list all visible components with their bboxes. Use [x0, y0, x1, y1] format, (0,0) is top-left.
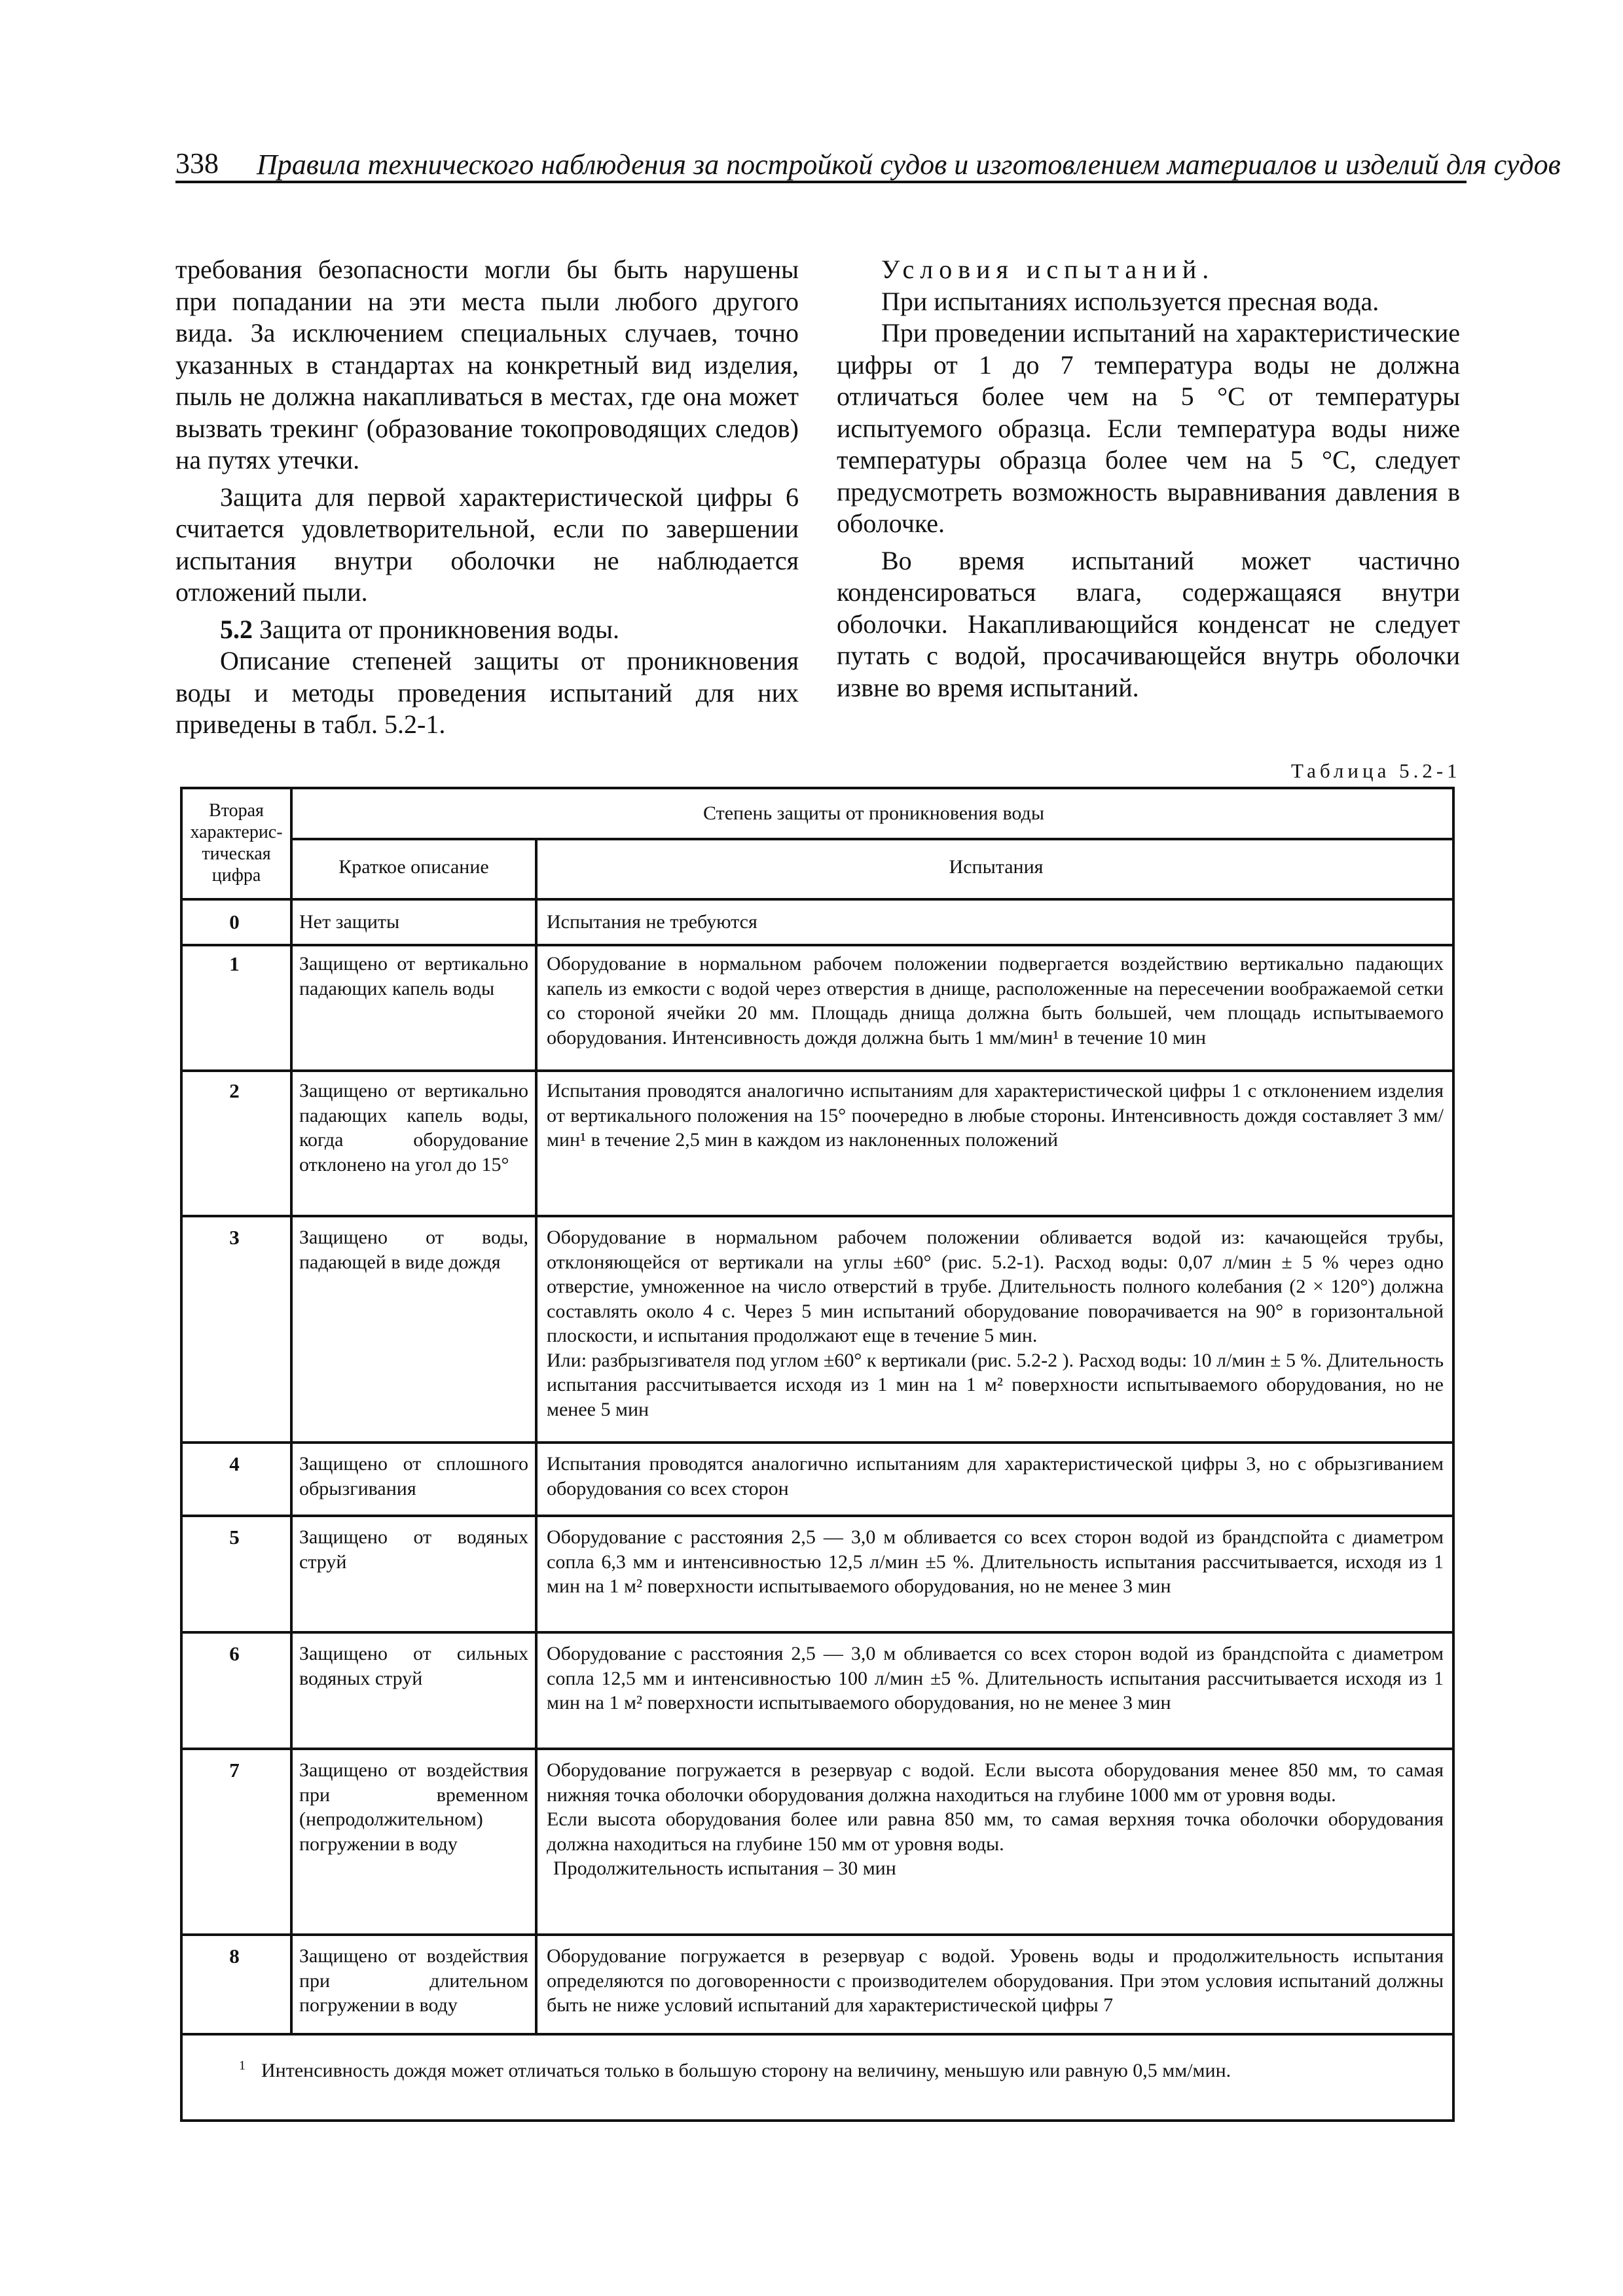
- page-number: 338: [175, 147, 219, 179]
- left-column: [175, 254, 799, 741]
- row-7-test-duration: Продолжительность испытания – 30 мин: [553, 1857, 896, 1879]
- protection-table: [180, 787, 1455, 2122]
- row-8-test: Оборудование погружается в резервуар с водой. Уровень воды и продолжительность испытания определяются по договоренности с производителем оборудования. При этом условия испытаний должны быть не ниже условий испытаний для характеристической цифры 7: [547, 1945, 1444, 2016]
- row-1-short: Защищено от вертикально падающих капель воды: [299, 953, 528, 999]
- row-3-short: Защищено от воды, падающей в виде дождя: [299, 1227, 528, 1273]
- row-1-test: Оборудование в нормальном рабочем положении подвергается воздействию вертикально падающих капель из емкости с водой через отверстия в днище, расположенные на пересечении воображаемой сетки со стороной ячейки 20 мм. Площадь днища должна быть большей, чем площадь испытываемого оборудования. Интенсивность дождя должна быть 1 мм/мин¹ в течение 10 мин: [547, 953, 1444, 1049]
- row-7-test-alt: Если высота оборудования более или равна 850 мм, то самая верхняя точка оболочки оборудования должна находиться на глубине 150 мм от уровня воды.: [547, 1808, 1444, 1855]
- row-0-digit: 0: [229, 910, 240, 933]
- short-description-header: Краткое описание: [338, 856, 489, 878]
- footnote-text: Интенсивность дождя может отличаться только в большую сторону на величину, меньшую или равную 0,5 мм/мин.: [261, 2060, 1231, 2081]
- right-column: [837, 254, 1460, 704]
- row-5-test: Оборудование с расстояния 2,5 — 3,0 м обливается со всех сторон водой из брандспойта с диаметром сопла 6,3 мм и интенсивностью 12,5 л/мин ±5 %. Длительность испытания рассчитывается, исходя из 1 мин на 1 м² поверхности испытываемого оборудования, но не менее 3 мин: [547, 1526, 1444, 1597]
- row-3-test-alt: Или: разбрызгивателя под углом ±60° к вертикали (рис. 5.2-2 ). Расход воды: 10 л/мин ± 5 %. Длительность испытания рассчитывается исходя из 1 мин на 1 м² поверхности испытываемого оборудования, но не менее 5 мин: [547, 1349, 1444, 1420]
- section-title: Защита от проникновения воды.: [259, 614, 620, 644]
- row-6-test: Оборудование с расстояния 2,5 — 3,0 м обливается со всех сторон водой из брандспойта с диаметром сопла 12,5 мм и интенсивностью 100 л/мин ±5 %. Длительность испытания рассчитывается исходя из 1 мин на 1 м² поверхности испытываемого оборудования, но не менее 3 мин: [547, 1643, 1444, 1713]
- table-footnote: [239, 2054, 1417, 2083]
- row-7-digit: 7: [229, 1759, 240, 1782]
- row-6-digit: 6: [229, 1642, 240, 1665]
- row-7-test-main: Оборудование погружается в резервуар с водой. Если высота оборудования менее 850 мм, то самая нижняя точка оболочки оборудования должна находиться на глубине 1000 мм от уровня воды.: [547, 1759, 1444, 1806]
- row-0-short: Нет защиты: [299, 911, 400, 933]
- running-title: Правила технического наблюдения за постройкой судов и изготовлением материалов и изделий для судов: [257, 149, 1561, 181]
- row-4-test: Испытания проводятся аналогично испытаниям для характеристической цифры 3, но с обрызгиванием оборудования со всех сторон: [547, 1453, 1444, 1499]
- row-5-digit: 5: [229, 1526, 240, 1549]
- row-7-test: [547, 1758, 1444, 1881]
- row-7-short: Защищено от воздействия при временном (непродолжительном) погружении в воду: [299, 1759, 528, 1855]
- table-caption: Таблица 5.2-1: [1291, 759, 1461, 782]
- left-paragraph-1: требования безопасности могли бы быть нарушены при попадании на эти места пыли любого другого вида. За исключением специальных случаев, точно указанных в стандартах на конкретный вид изделия, пыль не должна накапливаться в местах, где она может вызвать трекинг (образование токопроводящих следов) на путях утечки.: [175, 255, 799, 475]
- right-paragraph-3: Во время испытаний может частично конденсироваться влага, содержащаяся внутри оболочки. Накапливающийся конденсат не следует путать с водой, просачивающейся внутрь оболочки извне во время испытаний.: [837, 545, 1460, 702]
- right-paragraph-1: При испытаниях используется пресная вода.: [881, 286, 1379, 316]
- row-8-digit: 8: [229, 1945, 240, 1967]
- row-5-short: Защищено от водяных струй: [299, 1526, 528, 1573]
- section-number: 5.2: [220, 614, 253, 644]
- row-4-short: Защищено от сплошного обрызгивания: [299, 1453, 528, 1499]
- row-6-short: Защищено от сильных водяных струй: [299, 1643, 528, 1689]
- row-8-short: Защищено от воздействия при длительном погружении в воду: [299, 1945, 528, 2016]
- row-2-test: Испытания проводятся аналогично испытаниям для характеристической цифры 1 с отклонением изделия от вертикального положения на 15° поочередно в любые стороны. Интенсивность дождя составляет 3 мм/мин¹ в течение 2,5 мин в каждом из наклоненных положений: [547, 1080, 1444, 1151]
- left-paragraph-3: Описание степеней защиты от проникновения воды и методы проведения испытаний для них приведены в табл. 5.2-1.: [175, 646, 799, 739]
- row-2-digit: 2: [229, 1079, 240, 1102]
- row-3-digit: 3: [229, 1226, 240, 1249]
- conditions-heading: Условия испытаний.: [881, 255, 1215, 284]
- row-2-short: Защищено от вертикально падающих капель воды, когда оборудование отклонено на угол до 15°: [299, 1080, 528, 1175]
- right-paragraph-2: При проведении испытаний на характеристические цифры от 1 до 7 температура воды не должна отличаться более чем на 5 °С от температуры испытуемого образца. Если температура воды ниже температуры образца более чем на 5 °С, следует предусмотреть возможность выравнивания давления в оболочке.: [837, 318, 1460, 538]
- row-1-digit: 1: [229, 952, 240, 975]
- row-3-test: [547, 1225, 1444, 1422]
- left-paragraph-2: Защита для первой характеристической цифры 6 считается удовлетворительной, если по завершении испытания внутри оболочки не наблюдается отложений пыли.: [175, 482, 799, 607]
- tests-header: Испытания: [949, 856, 1044, 878]
- running-header: [175, 144, 1561, 183]
- footnote-mark: 1: [239, 2058, 246, 2073]
- section-heading: [175, 614, 799, 646]
- digit-column-header: Вторая характерис-тическая цифра: [190, 800, 283, 886]
- group-header: Степень защиты от проникновения воды: [703, 802, 1044, 824]
- row-3-test-main: Оборудование в нормальном рабочем положении обливается водой из: качающейся трубы, отклоняющейся от вертикали на углы ±60° (рис. 5.2-1). Расход воды: 0,07 л/мин ± 5 % через одно отверстие, умноженное на число отверстий в трубе. Длительность полного колебания (2 × 120°) должна составлять около 4 с. Через 5 мин испытаний оборудование поворачивается на 90° в горизонтальной плоскости, и испытания продолжают еще в течение 5 мин.: [547, 1227, 1444, 1346]
- row-4-digit: 4: [229, 1452, 240, 1475]
- row-0-test: Испытания не требуются: [547, 911, 757, 933]
